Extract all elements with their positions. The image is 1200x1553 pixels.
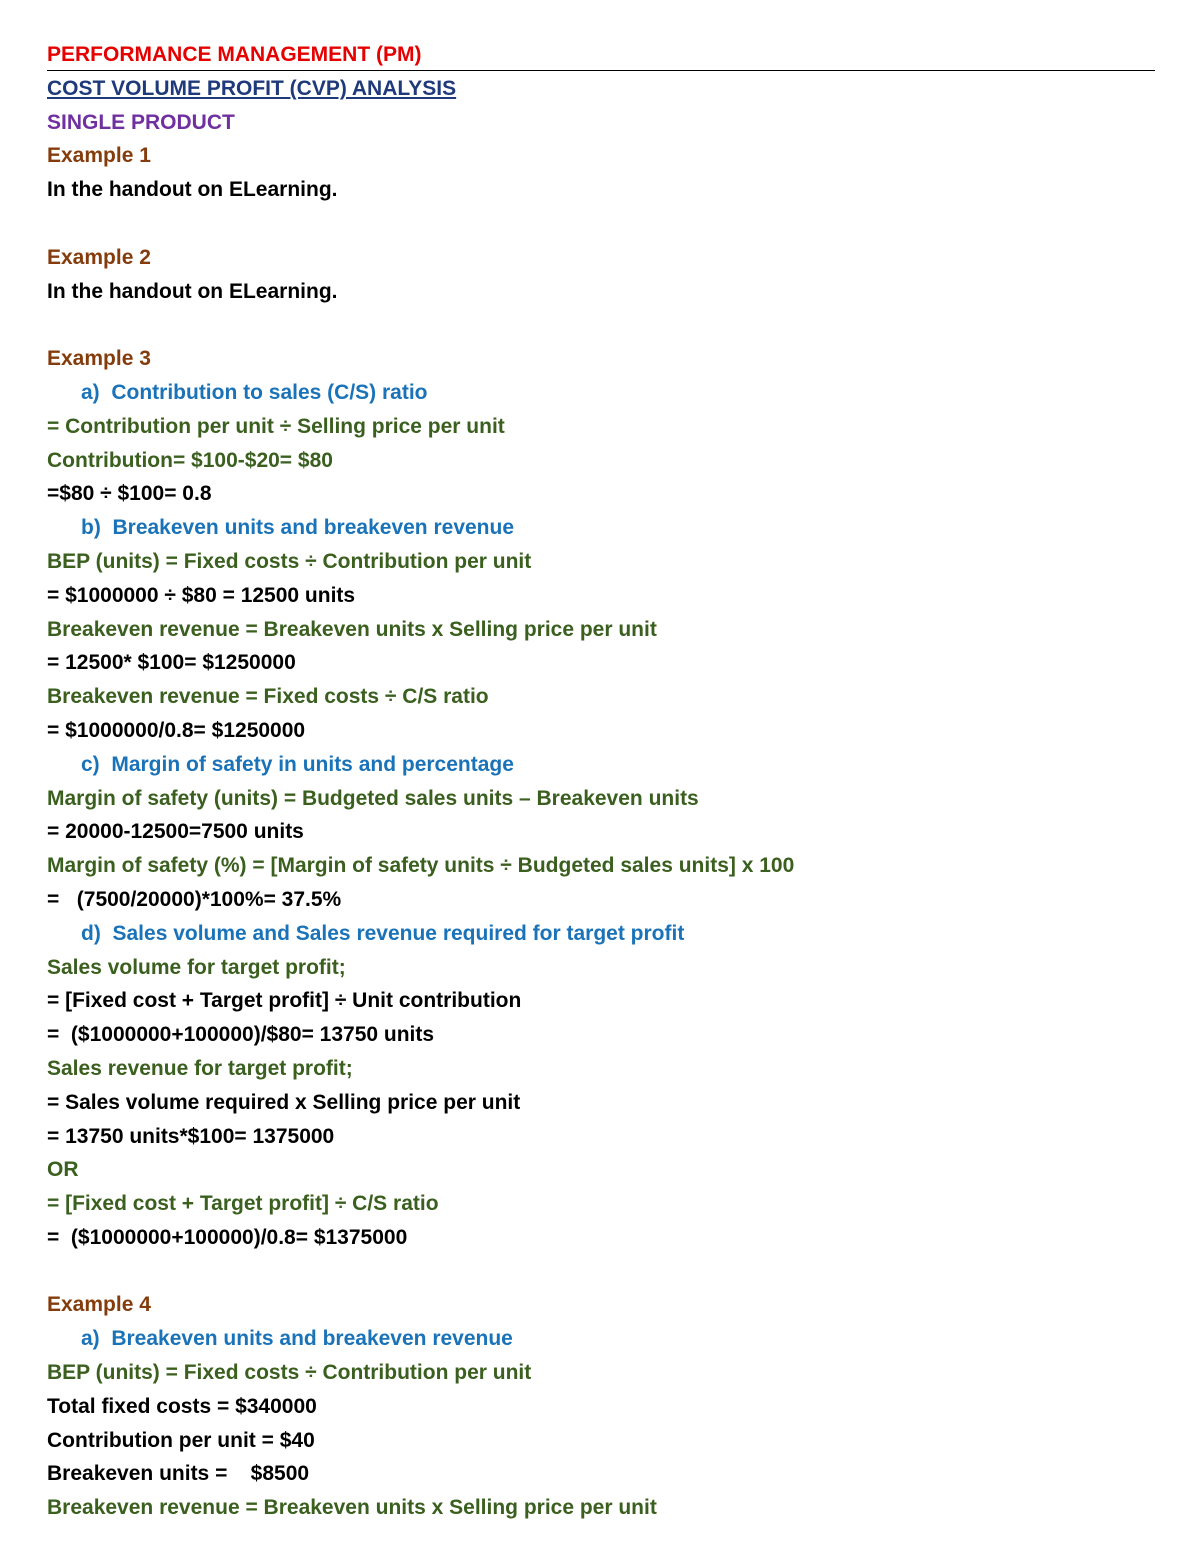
sales-volume-label: Sales volume for target profit; <box>47 955 346 979</box>
document-subtitle: COST VOLUME PROFIT (CVP) ANALYSIS <box>47 76 457 100</box>
mos-percent-result: = (7500/20000)*100%= 37.5% <box>47 887 342 911</box>
contribution-calc: Contribution= $100-$20= $80 <box>47 448 333 472</box>
breakeven-revenue-formula: Breakeven revenue = Breakeven units x Selling price per unit <box>47 617 657 641</box>
cs-ratio-formula: = Contribution per unit ÷ Selling price per unit <box>47 414 505 438</box>
breakeven-revenue-alt-result: = $1000000/0.8= $1250000 <box>47 718 306 742</box>
sales-revenue-result: = 13750 units*$100= 1375000 <box>47 1124 335 1148</box>
breakeven-revenue-result: = 12500* $100= $1250000 <box>47 651 296 675</box>
example-4-heading: Example 4 <box>47 1293 151 1317</box>
sales-volume-result: = ($1000000+100000)/$80= 13750 units <box>47 1023 435 1047</box>
mos-units-result: = 20000-12500=7500 units <box>47 820 304 844</box>
example-4-part-a-title: a) Breakeven units and breakeven revenue <box>81 1327 513 1351</box>
example-2-heading: Example 2 <box>47 245 151 269</box>
ex4-breakeven-units: Breakeven units = $8500 <box>47 1462 310 1486</box>
ex4-breakeven-revenue-formula: Breakeven revenue = Breakeven units x Selling price per unit <box>47 1496 657 1520</box>
sales-revenue-alt-formula: = [Fixed cost + Target profit] ÷ C/S ratio <box>47 1192 439 1216</box>
section-heading: SINGLE PRODUCT <box>47 110 235 134</box>
example-1-text: In the handout on ELearning. <box>47 178 338 202</box>
example-3-part-c-title: c) Margin of safety in units and percentage <box>81 752 514 776</box>
ex4-contribution-per-unit: Contribution per unit = $40 <box>47 1428 315 1452</box>
mos-units-formula: Margin of safety (units) = Budgeted sales units – Breakeven units <box>47 786 699 810</box>
sales-revenue-alt-result: = ($1000000+100000)/0.8= $1375000 <box>47 1225 408 1249</box>
example-3-part-a-title: a) Contribution to sales (C/S) ratio <box>81 380 428 404</box>
example-3-part-b-title: b) Breakeven units and breakeven revenue <box>81 516 515 540</box>
example-1-heading: Example 1 <box>47 144 151 168</box>
sales-volume-formula: = [Fixed cost + Target profit] ÷ Unit contribution <box>47 989 522 1013</box>
document-title: PERFORMANCE MANAGEMENT (PM) <box>47 43 422 66</box>
bep-units-formula: BEP (units) = Fixed costs ÷ Contribution per unit <box>47 549 532 573</box>
bep-units-result: = $1000000 ÷ $80 = 12500 units <box>47 583 356 607</box>
spacer <box>47 207 1157 241</box>
ex4-total-fixed-costs: Total fixed costs = $340000 <box>47 1394 317 1418</box>
sales-revenue-label: Sales revenue for target profit; <box>47 1056 353 1080</box>
example-3-part-d-title: d) Sales volume and Sales revenue required for target profit <box>81 921 685 945</box>
ex4-bep-units-formula: BEP (units) = Fixed costs ÷ Contribution per unit <box>47 1361 532 1385</box>
or-label: OR <box>47 1158 79 1182</box>
example-2-text: In the handout on ELearning. <box>47 279 338 303</box>
mos-percent-formula: Margin of safety (%) = [Margin of safety units ÷ Budgeted sales units] x 100 <box>47 854 795 878</box>
spacer <box>47 1255 1157 1289</box>
spacer <box>47 308 1157 342</box>
example-3-heading: Example 3 <box>47 347 151 371</box>
cs-ratio-result: =$80 ÷ $100= 0.8 <box>47 482 212 506</box>
sales-revenue-formula: = Sales volume required x Selling price per unit <box>47 1090 521 1114</box>
document-body <box>47 38 1157 1525</box>
breakeven-revenue-alt-formula: Breakeven revenue = Fixed costs ÷ C/S ratio <box>47 685 489 709</box>
